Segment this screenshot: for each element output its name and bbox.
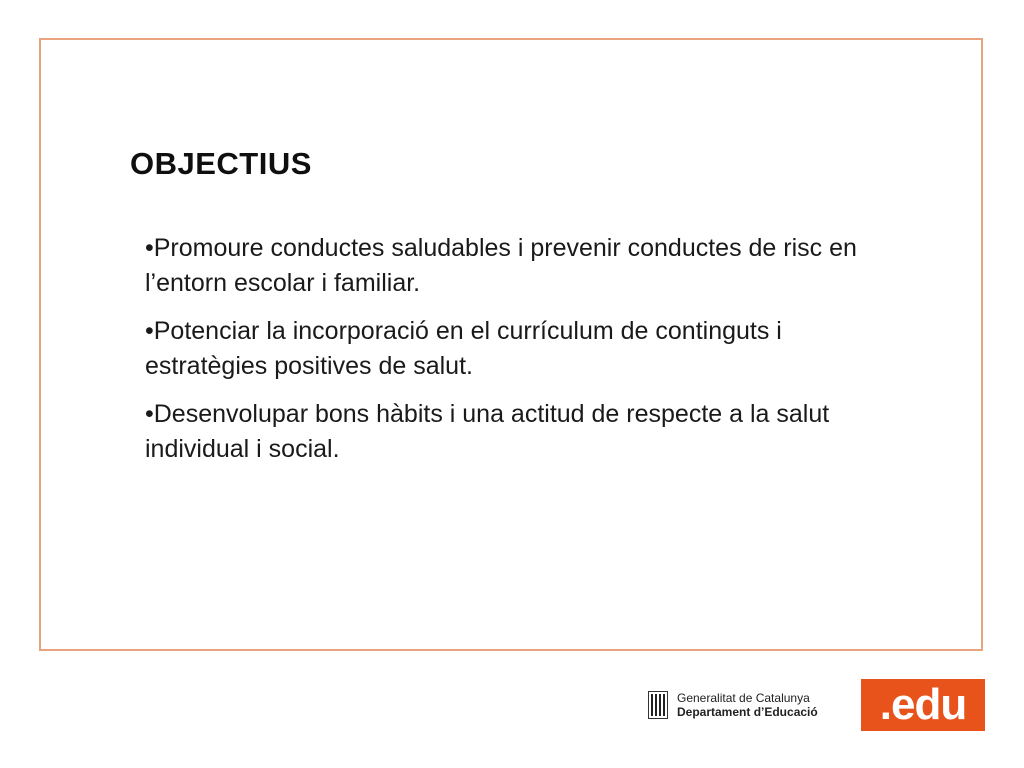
objectives-list <box>145 231 870 480</box>
department-name: Departament d’Educació <box>677 705 818 719</box>
generalitat-logo <box>648 690 818 720</box>
slide-title: OBJECTIUS <box>130 146 312 181</box>
edu-logo: .edu <box>861 679 985 731</box>
generalitat-logo-text <box>677 691 818 719</box>
list-item: •Promoure conductes saludables i prevenir conductes de risc en l’entorn escolar i familiar. <box>145 234 857 297</box>
list-item: •Potenciar la incorporació en el currículum de continguts i estratègies positives de salut. <box>145 317 782 380</box>
catalan-flag-icon <box>648 691 668 719</box>
list-item: •Desenvolupar bons hàbits i una actitud de respecte a la salut individual i social. <box>145 400 830 463</box>
generalitat-name: Generalitat de Catalunya <box>677 691 810 705</box>
